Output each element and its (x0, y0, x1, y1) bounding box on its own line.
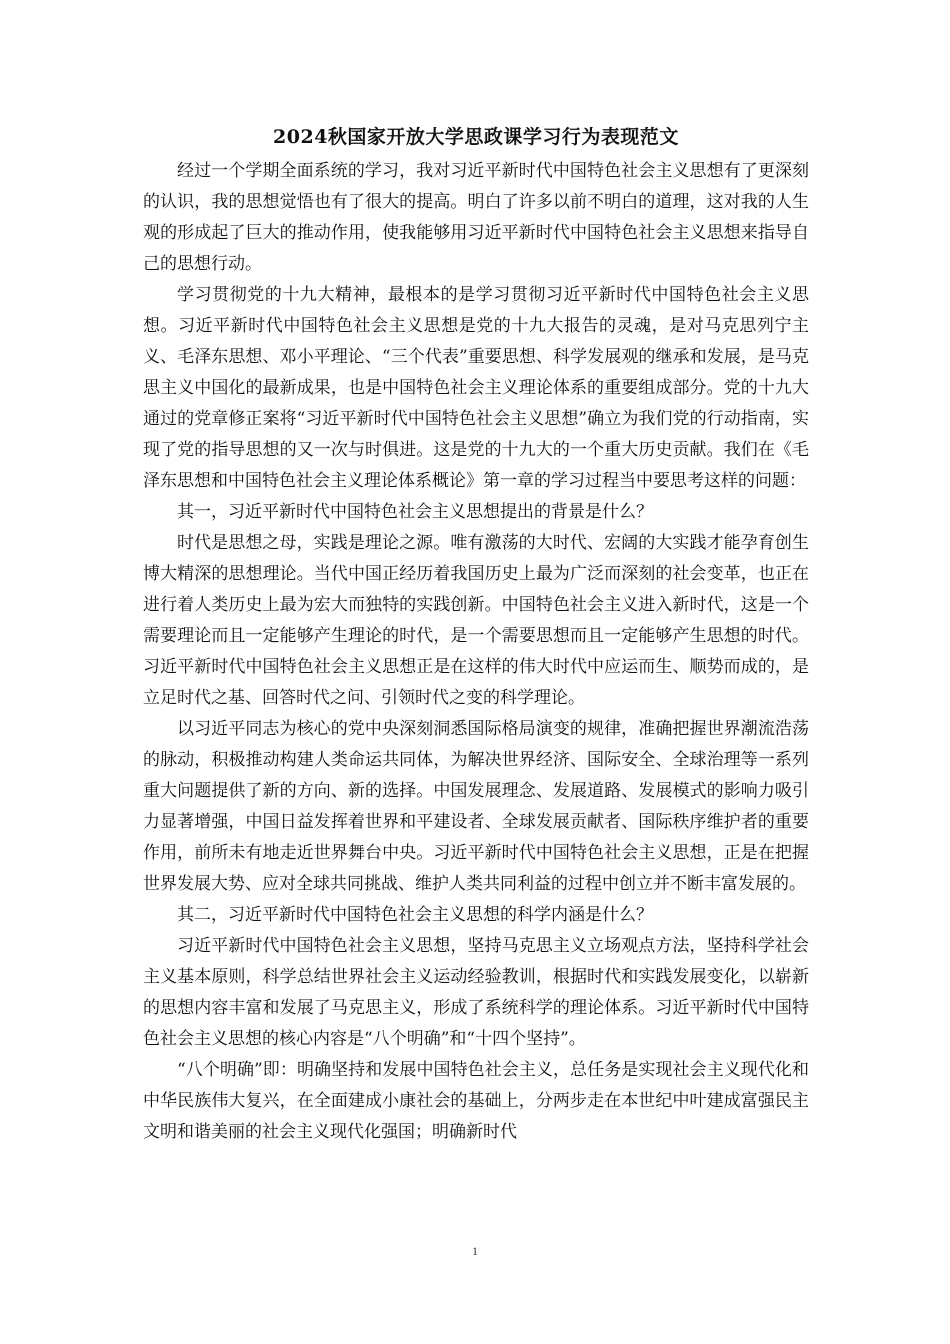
paragraph-1: 经过一个学期全面系统的学习，我对习近平新时代中国特色社会主义思想有了更深刻的认识，我的思想觉悟也有了很大的提高。明白了许多以前不明白的道理，这对我的人生观的形成起了巨大的推动作用，使我能够用习近平新时代中国特色社会主义思想来指导自己的思想行动。 (143, 161, 809, 274)
paragraph-4: 时代是思想之母，实践是理论之源。唯有激荡的大时代、宏阔的大实践才能孕育创生博大精深的思想理论。当代中国正经历着我国历史上最为广泛而深刻的社会变革，也正在进行着人类历史上最为宏大而独特的实践创新。中国特色社会主义进入新时代，这是一个需要理论而且一定能够产生理论的时代，是一个需要思想而且一定能够产生思想的时代。习近平新时代中国特色社会主义思想正是在这样的伟大时代中应运而生、顺势而成的，是立足时代之基、回答时代之问、引领时代之变的科学理论。 (143, 533, 809, 708)
document-title: 2024秋国家开放大学思政课学习行为表现范文 (273, 126, 679, 148)
document-body (143, 122, 809, 1148)
paragraph-3-question-one: 其一，习近平新时代中国特色社会主义思想提出的背景是什么？ (177, 502, 653, 522)
paragraph-2: 学习贯彻党的十九大精神，最根本的是学习贯彻习近平新时代中国特色社会主义思想。习近平新时代中国特色社会主义思想是党的十九大报告的灵魂，是对马克思列宁主义、毛泽东思想、邓小平理论、“三个代表”重要思想、科学发展观的继承和发展，是马克思主义中国化的最新成果，也是中国特色社会主义理论体系的重要组成部分。党的十九大通过的党章修正案将“习近平新时代中国特色社会主义思想”确立为我们党的行动指南，实现了党的指导思想的又一次与时俱进。这是党的十九大的一个重大历史贡献。我们在《毛泽东思想和中国特色社会主义理论体系概论》第一章的学习过程当中要思考这样的问题： (143, 285, 809, 491)
paragraph-6-question-two: 其二，习近平新时代中国特色社会主义思想的科学内涵是什么？ (177, 905, 653, 925)
paragraph-7: 习近平新时代中国特色社会主义思想，坚持马克思主义立场观点方法，坚持科学社会主义基本原则，科学总结世界社会主义运动经验教训，根据时代和实践发展变化，以崭新的思想内容丰富和发展了马克思主义，形成了系统科学的理论体系。习近平新时代中国特色社会主义思想的核心内容是“八个明确”和“十四个坚持”。 (143, 936, 809, 1049)
paragraph-8: “八个明确”即：明确坚持和发展中国特色社会主义，总任务是实现社会主义现代化和中华民族伟大复兴，在全面建成小康社会的基础上，分两步走在本世纪中叶建成富强民主文明和谐美丽的社会主义现代化强国；明确新时代 (143, 1060, 809, 1142)
page-number: 1 (472, 1244, 478, 1258)
paragraph-5: 以习近平同志为核心的党中央深刻洞悉国际格局演变的规律，准确把握世界潮流浩荡的脉动，积极推动构建人类命运共同体，为解决世界经济、国际安全、全球治理等一系列重大问题提供了新的方向、新的选择。中国发展理念、发展道路、发展模式的影响力吸引力显著增强，中国日益发挥着世界和平建设者、全球发展贡献者、国际秩序维护者的重要作用，前所未有地走近世界舞台中央。习近平新时代中国特色社会主义思想，正是在把握世界发展大势、应对全球共同挑战、维护人类共同利益的过程中创立并不断丰富发展的。 (143, 719, 809, 894)
